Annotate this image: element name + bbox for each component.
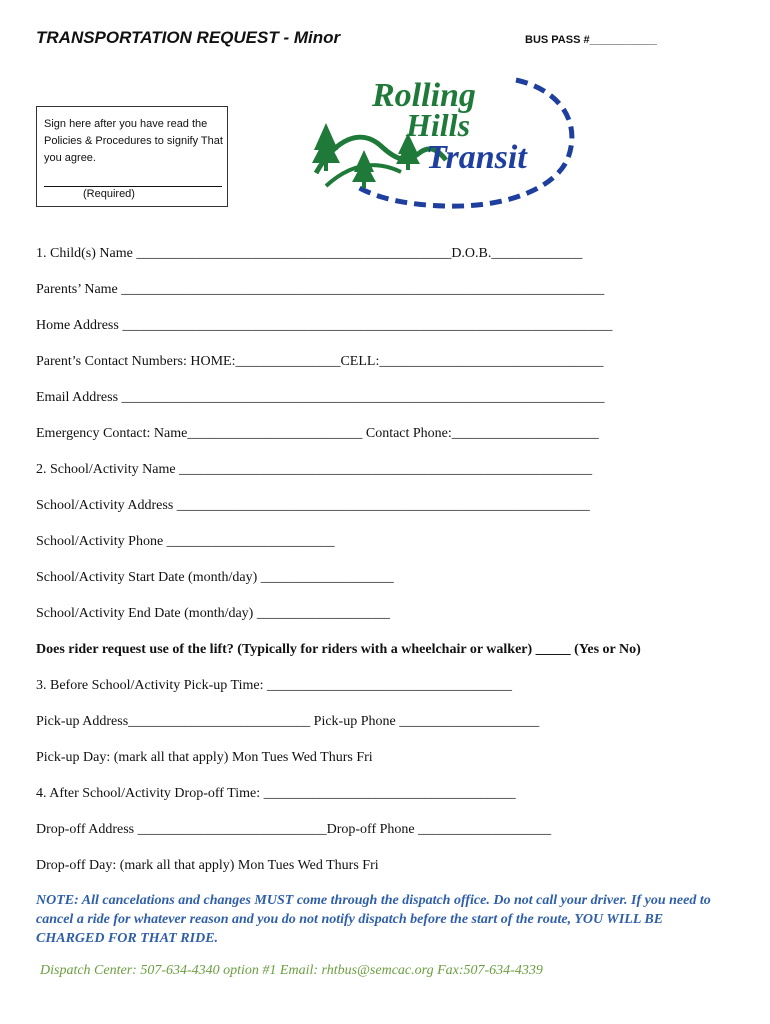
signature-box[interactable] (36, 106, 228, 207)
school-phone-field[interactable]: School/Activity Phone ________________________ (36, 534, 335, 549)
dropoff-day-field[interactable]: Drop-off Day: (mark all that apply) Mon Tues Wed Thurs Fri (36, 858, 379, 873)
end-date-field[interactable]: School/Activity End Date (month/day) ___________________ (36, 606, 390, 621)
parent-contact-field[interactable]: Parent’s Contact Numbers: HOME:_______________CELL:________________________________ (36, 354, 604, 369)
dropoff-address-field[interactable]: Drop-off Address ___________________________Drop-off Phone ___________________ (36, 822, 552, 837)
tree-icon (312, 123, 420, 188)
start-date-field[interactable]: School/Activity Start Date (month/day) ___________________ (36, 570, 394, 585)
logo-word-hills: Hills (406, 107, 471, 143)
emergency-contact-field[interactable]: Emergency Contact: Name_________________________ Contact Phone:_____________________ (36, 426, 599, 441)
cancellation-note: NOTE: All cancelations and changes MUST come through the dispatch office. Do not call your driver. If you need to cancel a ride for whatever reason and you do not notify dispatch before the start of the route, YOU WILL BE CHARGED FOR THAT RIDE. (36, 893, 711, 946)
lift-question[interactable]: Does rider request use of the lift? (Typically for riders with a wheelchair or walker) _____ (Yes or No) (36, 642, 641, 657)
child-name-field[interactable]: 1. Child(s) Name _____________________________________________D.O.B._____________ (36, 246, 583, 261)
email-address-field[interactable]: Email Address _____________________________________________________________________ (36, 390, 605, 405)
bus-pass-field[interactable]: BUS PASS #___________ (525, 34, 657, 46)
rolling-hills-transit-logo (306, 68, 584, 210)
dispatch-contact: Dispatch Center: 507-634-4340 option #1 Email: rhtbus@semcac.org Fax:507-634-4339 (40, 963, 543, 978)
logo-word-transit: Transit (426, 139, 527, 176)
dropoff-time-field[interactable]: 4. After School/Activity Drop-off Time: ____________________________________ (36, 786, 516, 801)
signature-required-label: (Required) (83, 188, 135, 200)
page-title: TRANSPORTATION REQUEST - Minor (36, 28, 341, 47)
parents-name-field[interactable]: Parents’ Name _____________________________________________________________________ (36, 282, 605, 297)
school-address-field[interactable]: School/Activity Address ___________________________________________________________ (36, 498, 590, 513)
logo-word-rolling: Rolling (372, 77, 476, 114)
school-name-field[interactable]: 2. School/Activity Name ___________________________________________________________ (36, 462, 593, 477)
signature-instruction: Sign here after you have read the Policies & Procedures to signify That you agree. (44, 118, 223, 164)
pickup-time-field[interactable]: 3. Before School/Activity Pick-up Time: ___________________________________ (36, 678, 512, 693)
home-address-field[interactable]: Home Address ______________________________________________________________________ (36, 318, 613, 333)
signature-line[interactable] (44, 186, 222, 187)
pickup-address-field[interactable]: Pick-up Address__________________________ Pick-up Phone ____________________ (36, 714, 540, 729)
pickup-day-field[interactable]: Pick-up Day: (mark all that apply) Mon Tues Wed Thurs Fri (36, 750, 373, 765)
